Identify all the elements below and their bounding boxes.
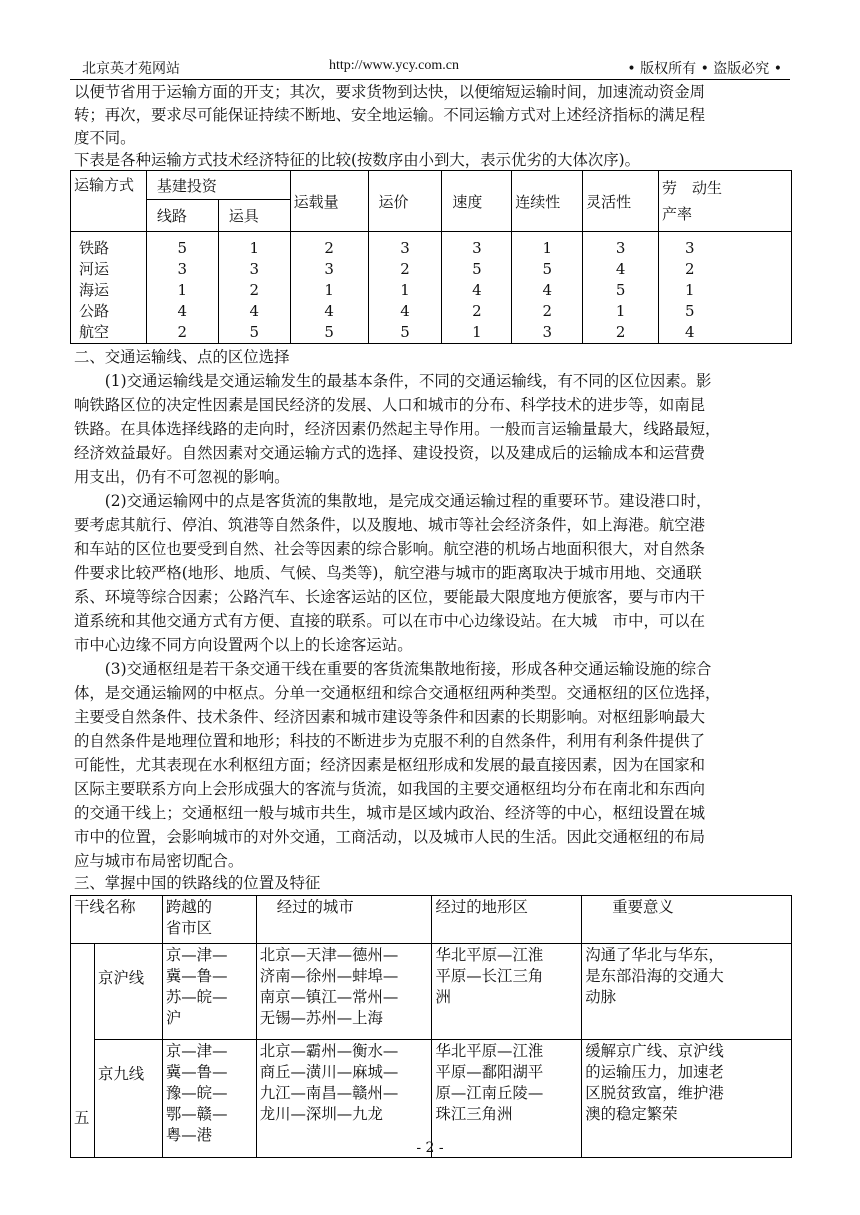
cell-value: 1 bbox=[659, 280, 792, 301]
group-label: 五 bbox=[71, 944, 95, 1158]
paragraph-line: 市中的位置，会影响城市的对外交通，工商活动，以及城市人民的生活。因此交通枢纽的布局 bbox=[74, 828, 706, 846]
cell-value: 4 bbox=[146, 301, 218, 322]
table-row bbox=[71, 944, 792, 1040]
cell-value: 2 bbox=[218, 280, 290, 301]
cell-value: 5 bbox=[218, 322, 290, 344]
row-mode: 海运 bbox=[71, 280, 147, 301]
section-heading: 三、掌握中国的铁路线的位置及特征 bbox=[74, 874, 321, 892]
paragraph-line: 主要受自然条件、技术条件、经济因素和城市建设等条件和因素的长期影响。对枢纽影响最大 bbox=[74, 708, 706, 726]
row-mode: 河运 bbox=[71, 259, 147, 280]
cell-value: 3 bbox=[290, 259, 368, 280]
header-speed: 速度 bbox=[442, 171, 512, 232]
header-line-name: 干线名称 bbox=[71, 896, 163, 944]
paragraph-line: 度不同。 bbox=[74, 129, 136, 147]
cell-value: 1 bbox=[512, 232, 583, 259]
cell-value: 5 bbox=[442, 259, 512, 280]
row-mode: 公路 bbox=[71, 301, 147, 322]
header-flexibility: 灵活性 bbox=[583, 171, 659, 232]
header-site-name: 北京英才苑网站 bbox=[82, 61, 180, 77]
header-terrain: 经过的地形区 bbox=[432, 896, 582, 944]
line-provinces: 京—津— 冀—鲁— 苏—皖— 沪 bbox=[162, 944, 256, 1040]
line-name: 京沪线 bbox=[94, 944, 162, 1040]
transport-comparison-table bbox=[70, 170, 792, 344]
line-meaning: 沟通了华北与华东， 是东部沿海的交通大 动脉 bbox=[582, 944, 792, 1040]
paragraph-line: 铁路。在具体选择线路的走向时，经济因素仍然起主导作用。一般而言运输量最大，线路最短， bbox=[74, 420, 721, 438]
paragraph-line: 区际主要联系方向上会形成强大的客流与货流，如我国的主要交通枢纽均分布在南北和东西向 bbox=[74, 780, 706, 798]
paragraph-line: 的交通干线上；交通枢纽一般与城市共生，城市是区域内政治、经济等的中心，枢纽设置在城 bbox=[74, 804, 706, 822]
cell-value: 4 bbox=[368, 301, 442, 322]
page-number: - 2 - bbox=[416, 1140, 444, 1156]
paragraph-line: 道系统和其他交通方式有方便、直接的联系。可以在市中心边缘设站。在大城 市中，可以在 bbox=[74, 612, 706, 630]
header-capacity: 运载量 bbox=[290, 171, 368, 232]
paragraph-line: 可能性，尤其表现在水利枢纽方面；经济因素是枢纽形成和发展的最直接因素，因为在国家和 bbox=[74, 756, 706, 774]
cell-value: 3 bbox=[442, 232, 512, 259]
railway-table bbox=[70, 895, 792, 1158]
section-heading: 二、交通运输线、点的区位选择 bbox=[74, 348, 290, 366]
paragraph-line: 市中心边缘不同方向设置两个以上的长途客运站。 bbox=[74, 636, 413, 654]
paragraph-line: 体，是交通运输网的中枢点。分单一交通枢纽和综合交通枢纽两种类型。交通枢纽的区位选择， bbox=[74, 684, 721, 702]
cell-value: 1 bbox=[368, 280, 442, 301]
cell-value: 3 bbox=[368, 232, 442, 259]
line-cities: 北京—霸州—衡水— 商丘—潢川—麻城— 九江—南昌—赣州— 龙川—深圳—九龙 bbox=[256, 1040, 432, 1158]
header-labor: 劳 动生产率 bbox=[659, 171, 792, 232]
cell-value: 4 bbox=[512, 280, 583, 301]
line-terrain: 华北平原—江淮 平原—鄱阳湖平 原—江南丘陵— 珠江三角洲 bbox=[432, 1040, 582, 1158]
cell-value: 2 bbox=[146, 322, 218, 344]
cell-value: 1 bbox=[583, 301, 659, 322]
header-line: 线路 bbox=[146, 200, 218, 232]
header-copyright: • 版权所有 • 盗版必究 • bbox=[627, 61, 782, 77]
cell-value: 2 bbox=[659, 259, 792, 280]
cell-value: 5 bbox=[146, 232, 218, 259]
header-investment: 基建投资 bbox=[146, 171, 290, 200]
cell-value: 5 bbox=[368, 322, 442, 344]
cell-value: 4 bbox=[659, 322, 792, 344]
paragraph-line: 用支出，仍有不可忽视的影响。 bbox=[74, 468, 290, 486]
paragraph-line: 响铁路区位的决定性因素是国民经济的发展、人口和城市的分布、科学技术的进步等，如南昆 bbox=[74, 396, 706, 414]
cell-value: 4 bbox=[442, 280, 512, 301]
cell-value: 4 bbox=[583, 259, 659, 280]
table-row bbox=[71, 322, 792, 344]
line-provinces: 京—津— 冀—鲁— 豫—皖— 鄂—赣— 粤—港 bbox=[162, 1040, 256, 1158]
header-cities: 经过的城市 bbox=[256, 896, 432, 944]
cell-value: 3 bbox=[659, 232, 792, 259]
cell-value: 2 bbox=[290, 232, 368, 259]
line-terrain: 华北平原—江淮 平原—长江三角 洲 bbox=[432, 944, 582, 1040]
cell-value: 3 bbox=[512, 322, 583, 344]
paragraph-line: (3)交通枢纽是若干条交通干线在重要的客货流集散地衔接，形成各种交通运输设施的综合 bbox=[74, 660, 712, 678]
table-row bbox=[71, 280, 792, 301]
header-provinces: 跨越的 省市区 bbox=[162, 896, 256, 944]
table-row bbox=[71, 232, 792, 259]
header-url[interactable]: http://www.ycy.com.cn bbox=[329, 58, 459, 73]
paragraph-line: 件要求比较严格(地形、地质、气候、鸟类等)，航空港与城市的距离取决于城市用地、交通联 bbox=[74, 564, 702, 582]
cell-value: 5 bbox=[512, 259, 583, 280]
paragraph-line: 转；再次，要求尽可能保证持续不断地、安全地运输。不同运输方式对上述经济指标的满足程 bbox=[74, 106, 706, 124]
cell-value: 4 bbox=[290, 301, 368, 322]
cell-value: 5 bbox=[659, 301, 792, 322]
header-price: 运价 bbox=[368, 171, 442, 232]
paragraph-line: 应与城市布局密切配合。 bbox=[74, 852, 244, 870]
cell-value: 4 bbox=[218, 301, 290, 322]
table-row bbox=[71, 259, 792, 280]
header-continuity: 连续性 bbox=[512, 171, 583, 232]
line-cities: 北京—天津—德州— 济南—徐州—蚌埠— 南京—镇江—常州— 无锡—苏州—上海 bbox=[256, 944, 432, 1040]
line-name: 京九线 bbox=[94, 1040, 162, 1158]
row-mode: 铁路 bbox=[71, 232, 147, 259]
paragraph-line: 以便节省用于运输方面的开支；其次，要求货物到达快，以便缩短运输时间，加速流动资金周 bbox=[74, 83, 706, 101]
row-mode: 航空 bbox=[71, 322, 147, 344]
header-vehicle: 运具 bbox=[218, 200, 290, 232]
cell-value: 3 bbox=[146, 259, 218, 280]
paragraph-line: (1)交通运输线是交通运输发生的最基本条件，不同的交通运输线，有不同的区位因素。影 bbox=[74, 372, 712, 390]
cell-value: 2 bbox=[368, 259, 442, 280]
table-row bbox=[71, 301, 792, 322]
page-header bbox=[70, 56, 790, 80]
cell-value: 2 bbox=[583, 322, 659, 344]
paragraph-line: 系、环境等综合因素；公路汽车、长途客运站的区位，要能最大限度地方便旅客，要与市内干 bbox=[74, 588, 706, 606]
cell-value: 3 bbox=[583, 232, 659, 259]
cell-value: 2 bbox=[442, 301, 512, 322]
paragraph-line: 要考虑其航行、停泊、筑港等自然条件，以及腹地、城市等社会经济条件，如上海港。航空港 bbox=[74, 516, 706, 534]
cell-value: 1 bbox=[218, 232, 290, 259]
line-meaning: 缓解京广线、京沪线 的运输压力，加速老 区脱贫致富，维护港 澳的稳定繁荣 bbox=[582, 1040, 792, 1158]
paragraph-line: 的自然条件是地理位置和地形；科技的不断进步为克服不利的自然条件，利用有利条件提供了 bbox=[74, 732, 706, 750]
paragraph-line: 经济效益最好。自然因素对交通运输方式的选择、建设投资，以及建成后的运输成本和运营费 bbox=[74, 444, 706, 462]
table-caption: 下表是各种运输方式技术经济特征的比较(按数序由小到大，表示优劣的大体次序)。 bbox=[74, 151, 641, 169]
header-meaning: 重要意义 bbox=[582, 896, 792, 944]
cell-value: 5 bbox=[583, 280, 659, 301]
cell-value: 1 bbox=[442, 322, 512, 344]
cell-value: 2 bbox=[512, 301, 583, 322]
header-mode: 运输方式 bbox=[71, 171, 147, 232]
paragraph-line: 和车站的区位也要受到自然、社会等因素的综合影响。航空港的机场占地面积很大，对自然条 bbox=[74, 540, 706, 558]
cell-value: 1 bbox=[290, 280, 368, 301]
paragraph-line: (2)交通运输网中的点是客货流的集散地，是完成交通运输过程的重要环节。建设港口时， bbox=[74, 492, 712, 510]
cell-value: 5 bbox=[290, 322, 368, 344]
cell-value: 3 bbox=[218, 259, 290, 280]
cell-value: 1 bbox=[146, 280, 218, 301]
